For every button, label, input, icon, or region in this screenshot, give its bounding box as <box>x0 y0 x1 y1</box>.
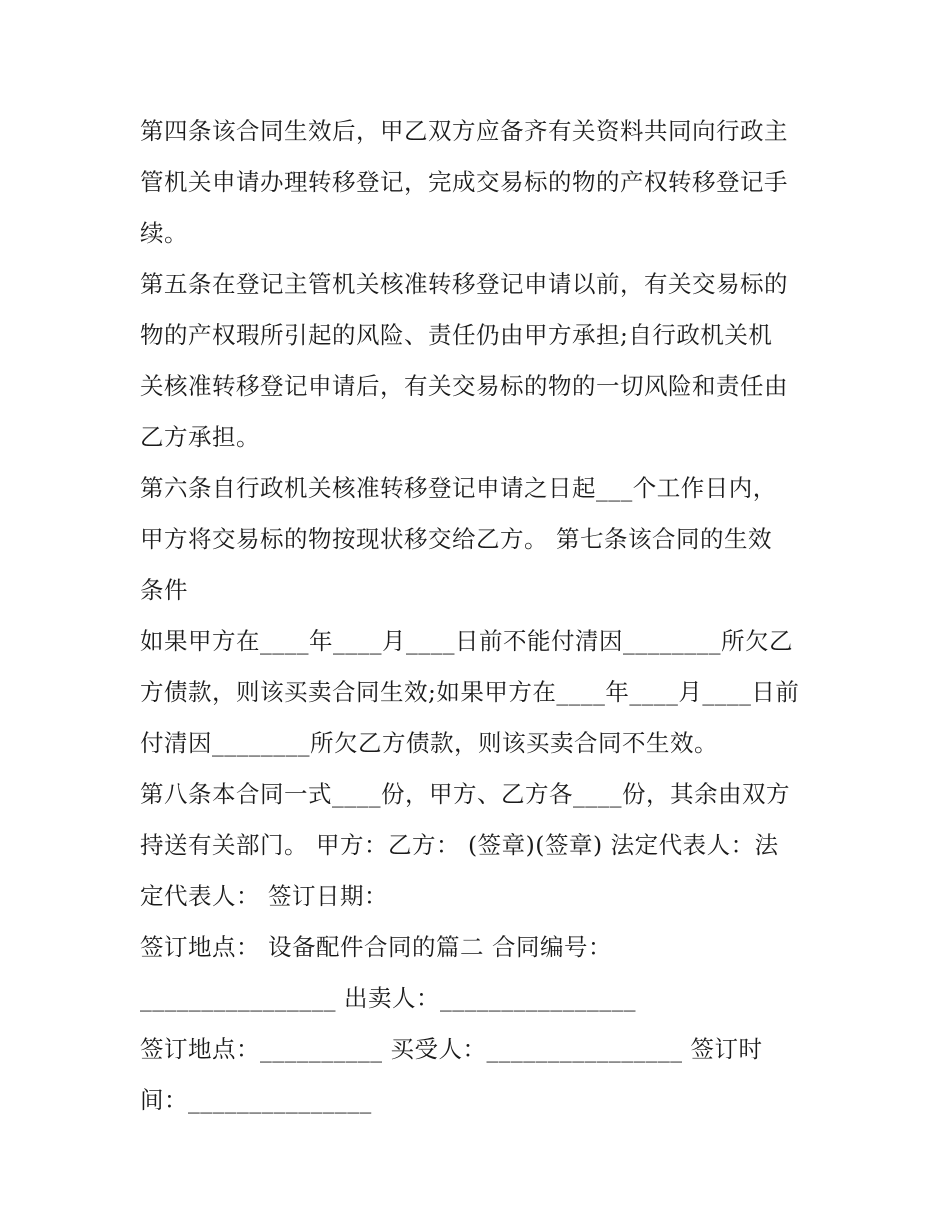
text-line: 定代表人： 签订日期： <box>140 882 388 910</box>
text-line: 签订地点：__________ 买受人：________________ 签订时 <box>140 1035 763 1063</box>
text-line: 乙方承担。 <box>140 423 260 451</box>
text-line: 第四条该合同生效后，甲乙双方应备齐有关资料共同向行政主 <box>140 117 788 145</box>
text-line: 关核准转移登记申请后，有关交易标的物的一切风险和责任由 <box>140 372 788 400</box>
text-line: ________________ 出卖人：________________ <box>140 984 636 1012</box>
text-line: 持送有关部门。 甲方：乙方： (签章)(签章) 法定代表人：法 <box>140 831 779 859</box>
text-line: 续。 <box>140 219 188 247</box>
text-line: 第六条自行政机关核准转移登记申请之日起___个工作日内， <box>140 474 777 502</box>
text-line: 管机关申请办理转移登记，完成交易标的物的产权转移登记手 <box>140 168 788 196</box>
text-line: 间：_______________ <box>140 1086 372 1114</box>
text-line: 条件 <box>140 576 188 604</box>
text-line: 方债款，则该买卖合同生效;如果甲方在____年____月____日前 <box>140 678 800 706</box>
text-line: 第五条在登记主管机关核准转移登记申请以前，有关交易标的 <box>140 270 788 298</box>
text-line: 第八条本合同一式____份，甲方、乙方各____份，其余由双方 <box>140 780 790 808</box>
document-body <box>140 106 820 1126</box>
text-line: 甲方将交易标的物按现状移交给乙方。 第七条该合同的生效 <box>140 525 772 553</box>
text-line: 物的产权瑕所引起的风险、责任仍由甲方承担;自行政机关机 <box>140 321 773 349</box>
text-line: 签订地点： 设备配件合同的篇二 合同编号： <box>140 933 612 961</box>
text-line: 如果甲方在____年____月____日前不能付清因________所欠乙 <box>140 627 793 655</box>
text-line: 付清因________所欠乙方债款，则该买卖合同不生效。 <box>140 729 718 757</box>
